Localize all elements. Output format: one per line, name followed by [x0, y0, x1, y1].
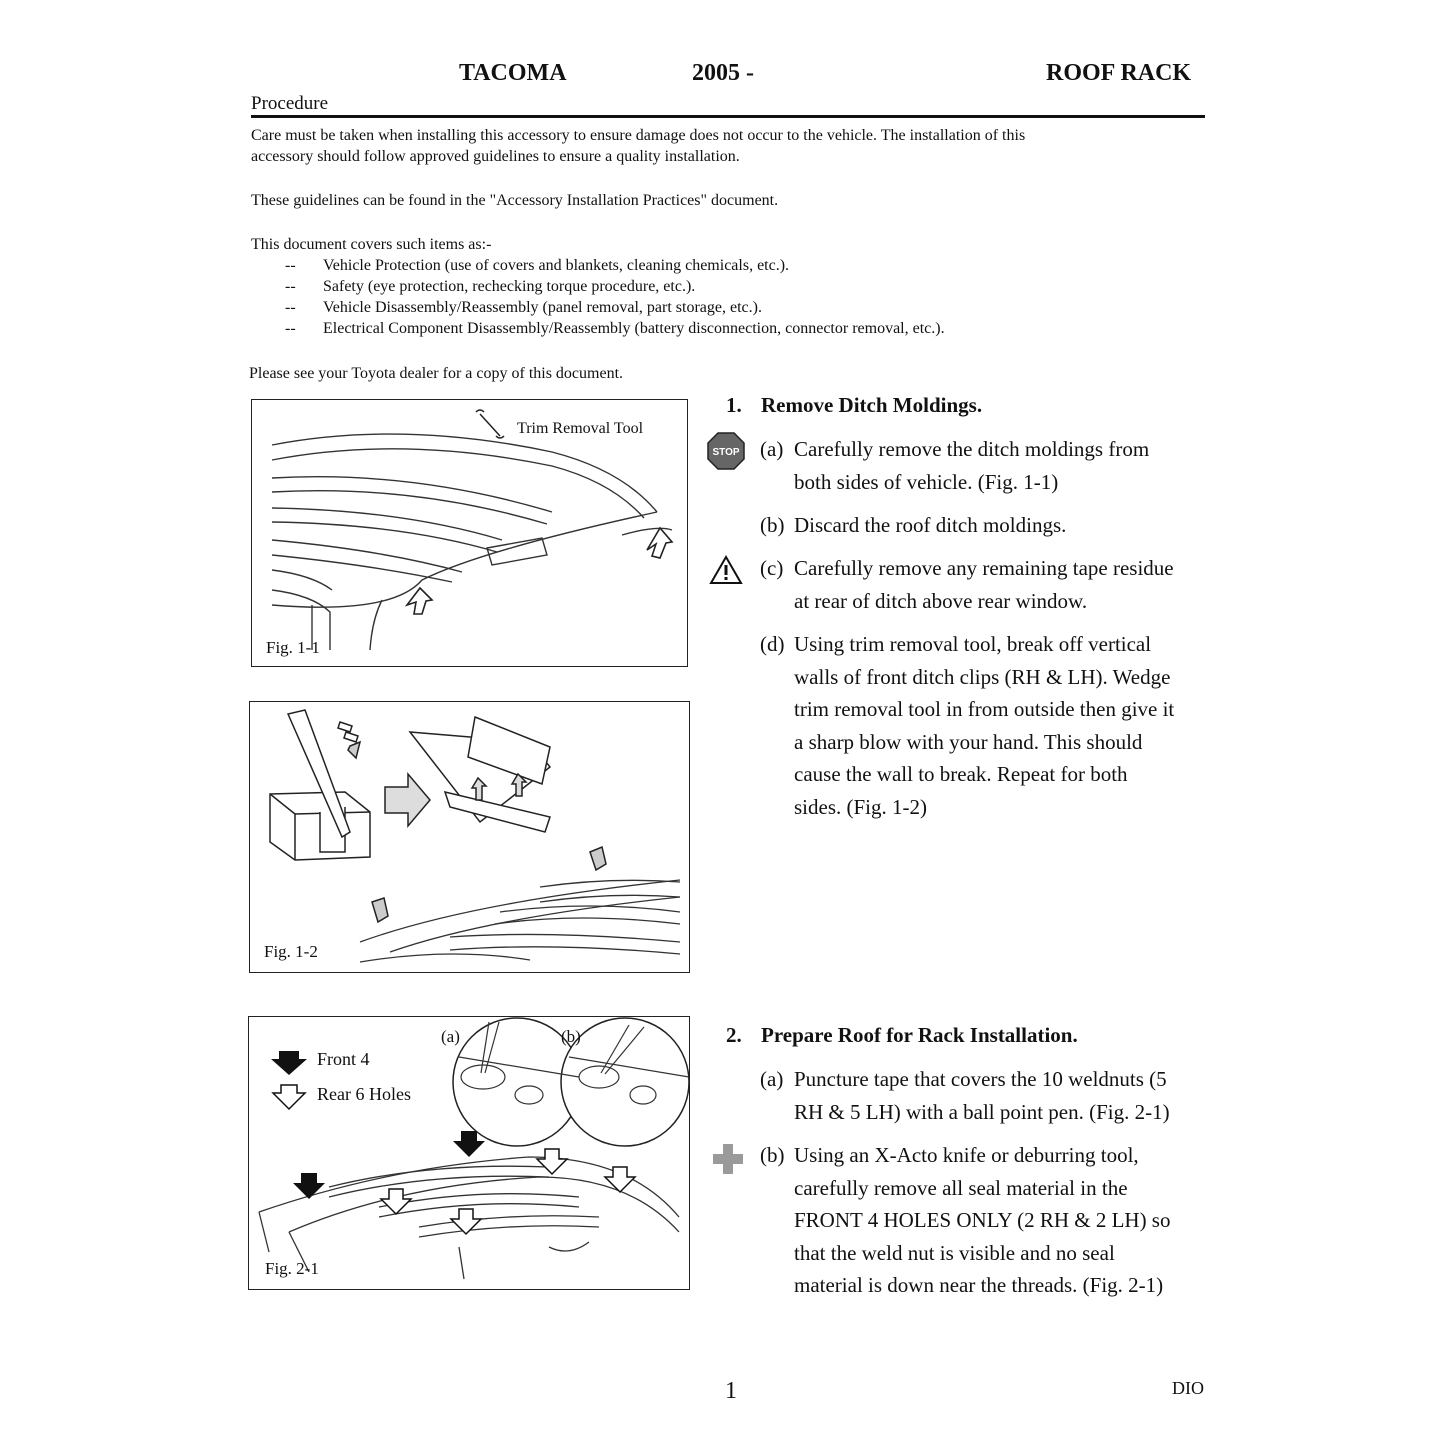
roof-illustration — [252, 400, 687, 666]
figure-label: Fig. 1-1 — [266, 638, 320, 657]
inset-b-label: (b) — [561, 1027, 581, 1046]
header-product: ROOF RACK — [1046, 60, 1192, 86]
bullet-text: Vehicle Disassembly/Reassembly (panel removal, part storage, etc.). — [323, 299, 762, 316]
step-1-number: 1. — [726, 393, 742, 417]
bullet-dash: -- — [285, 320, 296, 337]
header-year: 2005 - — [692, 60, 754, 86]
page-number: 1 — [725, 1378, 737, 1404]
ditch-clip-illustration — [250, 702, 689, 972]
figure-2-1 — [248, 1016, 690, 1290]
bullet-text: Vehicle Protection (use of covers and blankets, cleaning chemicals, etc.). — [323, 257, 790, 274]
bullet-dash: -- — [285, 299, 296, 316]
header-model: TACOMA — [459, 60, 567, 86]
intro-paragraph-1: Care must be taken when installing this accessory to ensure damage does not occur to the vehicle. The installation of this accessory should follow approved guidelines to ensure a quality installation. — [251, 127, 1026, 165]
intro-paragraph-3: This document covers such items as:- — [251, 236, 492, 253]
intro-paragraph-2: These guidelines can be found in the "Accessory Installation Practices" document. — [251, 192, 779, 209]
warning-triangle-icon — [709, 555, 743, 585]
inset-a-label: (a) — [441, 1027, 460, 1046]
step-2-title: Prepare Roof for Rack Installation. — [761, 1023, 1078, 1047]
trim-removal-tool-label: Trim Removal Tool — [517, 420, 644, 437]
roof-weldnut-illustration — [249, 1017, 689, 1289]
rear-arrow-icon — [273, 1085, 305, 1109]
bullet-text: Safety (eye protection, rechecking torque procedure, etc.). — [323, 278, 696, 295]
document-code: DIO — [1172, 1378, 1204, 1398]
section-title: Procedure — [251, 93, 329, 114]
step-2-number: 2. — [726, 1023, 742, 1047]
step-1-title: Remove Ditch Moldings. — [761, 393, 983, 417]
intro-bullet-list — [0, 255, 1445, 345]
bullet-dash: -- — [285, 257, 296, 274]
figure-label: Fig. 1-2 — [264, 942, 318, 961]
figure-label: Fig. 2-1 — [265, 1259, 319, 1278]
figure-1-2 — [249, 701, 690, 973]
figure-1-1 — [251, 399, 688, 667]
legend-front: Front 4 — [317, 1049, 370, 1069]
legend-rear: Rear 6 Holes — [317, 1084, 411, 1104]
header-rule — [251, 115, 1205, 118]
intro-paragraph-4: Please see your Toyota dealer for a copy of this document. — [249, 365, 624, 382]
bullet-text: Electrical Component Disassembly/Reassembly (battery disconnection, connector removal, etc.). — [323, 320, 945, 337]
wrench-icon — [476, 410, 504, 438]
bullet-dash: -- — [285, 278, 296, 295]
svg-text:STOP: STOP — [712, 447, 740, 458]
first-aid-cross-icon — [711, 1142, 745, 1176]
front-arrow-icon — [271, 1051, 307, 1075]
stop-sign-icon — [707, 432, 745, 470]
